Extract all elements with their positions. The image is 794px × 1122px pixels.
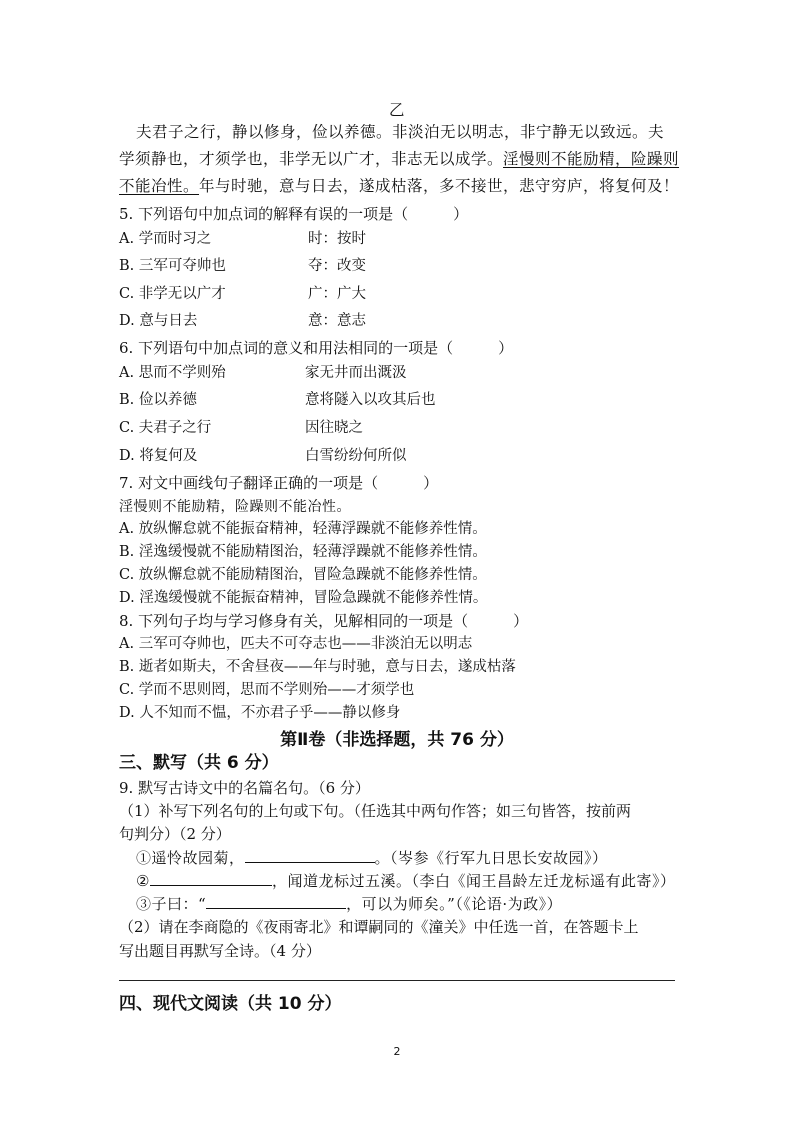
passage-line-1: 夫君子之行，静以修身，俭以养德。非淡泊无以明志，非宁静无以致远。夫 [136,123,665,141]
q9-stem: 9. 默写古诗文中的名篇名句。（6 分） [119,779,370,797]
q7-option-c: C. 放纵懈怠就不能励精图治，冒险急躁就不能修养性情。 [119,567,487,583]
q6-option-b-compare: 意将隧入以攻其后也 [305,392,436,408]
q5-option-a-gloss: 时：按时 [308,231,366,247]
q8-option-a: A. 三军可夺帅也，匹夫不可夺志也——非淡泊无以明志 [119,636,473,652]
q9-item-2-mark: ② [136,872,150,890]
page-number: 2 [393,1045,401,1058]
q6-option-a-compare: 家无井而出溉汲 [305,365,407,381]
q9-item-1-blank[interactable] [245,848,375,863]
section-divider [119,980,675,981]
q5-option-b: B. 三军可夺帅也 [119,258,226,274]
q6-option-a: A. 思而不学则殆 [119,365,226,381]
q7-stem: 7. 对文中画线句子翻译正确的一项是（ ） [119,474,439,492]
q5-option-d-gloss: 意：意志 [308,313,366,329]
section-2-title: 第Ⅱ卷（非选择题，共 76 分） [280,730,514,750]
q9-part2-line2: 写出题目再默写全诗。（4 分） [119,942,321,960]
q5-stem: 5. 下列语句中加点词的解释有误的一项是（ ） [119,205,469,223]
section-4-title: 四、现代文阅读（共 10 分） [119,994,342,1014]
q9-part2-line1: （2）请在李商隐的《夜雨寄北》和谭嗣同的《潼关》中任选一首，在答题卡上 [119,918,639,936]
q9-item-3-source: ，可以为师矣。”（《论语·为政》） [346,895,563,913]
q7-option-b: B. 淫逸缓慢就不能励精图治，轻薄浮躁就不能修养性情。 [119,544,487,560]
q6-option-c-compare: 因往晓之 [305,420,363,436]
q5-option-b-gloss: 夺：改变 [308,258,366,274]
q5-option-c: C. 非学无以广才 [119,286,226,302]
q5-option-d: D. 意与日去 [119,313,198,329]
section-3-title: 三、默写（共 6 分） [119,753,279,773]
q7-quote: 淫慢则不能励精，险躁则不能冶性。 [119,499,351,515]
q9-item-2-source: ，闻道龙标过五溪。（李白《闻王昌龄左迁龙标遥有此寄》） [271,872,676,890]
q9-item-1-text: ①遥怜故园菊， [136,849,245,867]
passage-underlined-2: 淫慢则不能励精，险躁则 [503,150,680,168]
q8-option-b: B. 逝者如斯夫，不舍昼夜——年与时驰，意与日去，遂成枯落 [119,659,516,675]
q9-item-3 [136,893,562,915]
q9-item-1-source: 。（岑参《行军九日思长安故园》） [374,849,608,867]
q6-stem: 6. 下列语句中加点词的意义和用法相同的一项是（ ） [119,339,514,357]
q5-option-a: A. 学而时习之 [119,231,212,247]
q8-stem: 8. 下列句子均与学习修身有关，见解相同的一项是（ ） [119,612,529,630]
q8-option-d: D. 人不知而不愠，不亦君子乎——静以修身 [119,705,401,721]
q6-option-d: D. 将复何及 [119,448,198,464]
q7-option-a: A. 放纵懈怠就不能振奋精神，轻薄浮躁就不能修养性情。 [119,521,487,537]
q9-item-3-blank[interactable] [206,894,346,909]
passage-underlined-3: 不能冶性。 [119,177,200,195]
q9-part1-line1: （1）补写下列名句的上句或下句。（任选其中两句作答；如三句皆答，按前两 [119,802,632,820]
q9-item-1 [136,847,608,869]
q6-option-d-compare: 白雪纷纷何所似 [305,448,407,464]
q6-option-c: C. 夫君子之行 [119,420,212,436]
passage-line-3 [119,175,679,197]
q9-item-2 [136,870,675,892]
q7-option-d: D. 淫逸缓慢就不能振奋精神，冒险急躁就不能修养性情。 [119,590,488,606]
q8-option-c: C. 学而不思则罔，思而不学则殆——才须学也 [119,682,415,698]
passage-title: 乙 [388,101,405,119]
q9-item-3-text: ③子曰：“ [136,895,207,913]
passage-line-2a: 学须静也，才须学也，非学无以广才，非志无以成学。 [119,150,504,168]
passage-line-3b: 年与时驰，意与日去，遂成枯落，多不接世，悲守穷庐，将复何及！ [199,177,680,195]
q5-option-c-gloss: 广：广大 [308,286,366,302]
q9-part1-line2: 句判分）（2 分） [119,825,231,843]
passage-line-2 [119,148,679,170]
q6-option-b: B. 俭以养德 [119,392,197,408]
q9-item-2-blank[interactable] [150,871,272,886]
